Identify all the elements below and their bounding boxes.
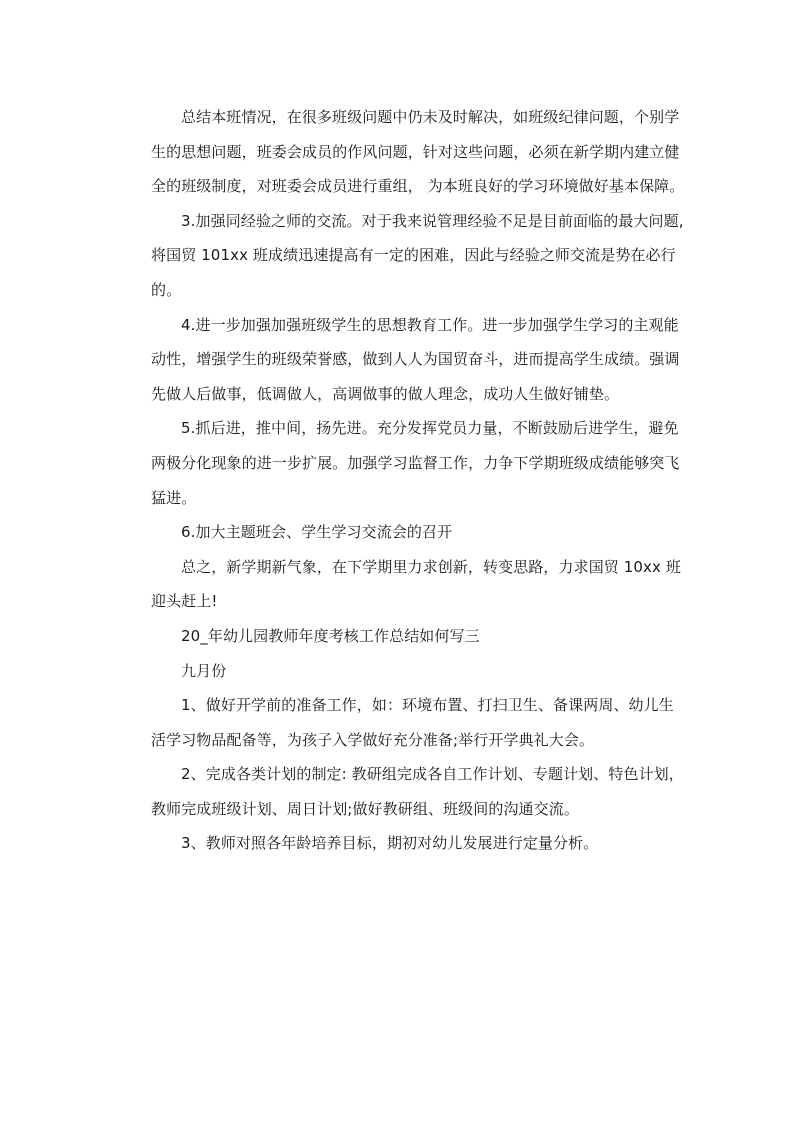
text-line: 1、做好开学前的准备工作，如：环境布置、打扫卫生、备课两周、幼儿生: [181, 696, 674, 715]
month-heading: [121, 654, 686, 689]
text-line: 3.加强同经验之师的交流。对于我来说管理经验不足是目前面临的最大问题,: [181, 211, 684, 230]
text-line: 迎头赶上!: [151, 592, 218, 611]
text-line: 动性，增强学生的班级荣誉感，做到人人为国贸奋斗，进而提高学生成绩。强调: [151, 350, 680, 369]
paragraph-task-2: [121, 757, 686, 826]
section-heading: [121, 619, 686, 654]
text-line: 猛进。: [151, 488, 197, 507]
text-line: 生的思想问题，班委会成员的作风问题，针对这些问题，必须在新学期内建立健: [151, 142, 680, 161]
text-line: 九月份: [181, 661, 227, 680]
text-line: 教师完成班级计划、周日计划;做好教研组、班级间的沟通交流。: [151, 799, 579, 818]
paragraph-item-5: [121, 411, 686, 515]
text-line: 的。: [151, 280, 182, 299]
text-line: 2、完成各类计划的制定: 教研组完成各自工作计划、专题计划、特色计划，: [181, 765, 684, 784]
text-line: 3、教师对照各年龄培养目标，期初对幼儿发展进行定量分析。: [181, 834, 599, 853]
text-line: 总结本班情况，在很多班级问题中仍未及时解决，如班级纪律问题，个别学: [181, 108, 680, 126]
text-line: 先做人后做事，低调做人，高调做事的做人理念，成功人生做好铺垫。: [151, 384, 620, 403]
paragraph-item-6: [121, 515, 686, 550]
text-line: 20_年幼儿园教师年度考核工作总结如何写三: [181, 626, 480, 645]
text-line: 全的班级制度，对班委会成员进行重组， 为本班良好的学习环境做好基本保障。: [151, 177, 685, 196]
paragraph-item-3: [121, 204, 686, 308]
text-line: 两极分化现象的进一步扩展。加强学习监督工作，力争下学期班级成绩能够突飞: [151, 453, 680, 472]
paragraph-conclusion: [121, 550, 686, 619]
text-line: 4.进一步加强加强班级学生的思想教育工作。进一步加强学生学习的主观能: [181, 315, 679, 334]
paragraph-task-3: [121, 826, 686, 861]
text-line: 活学习物品配备等，为孩子入学做好充分准备;举行开学典礼大会。: [151, 730, 595, 749]
text-line: 5.抓后进，推中间，扬先进。充分发挥党员力量，不断鼓励后进学生，避免: [181, 419, 679, 438]
text-line: 总之，新学期新气象，在下学期里力求创新，转变思路，力求国贸 10xx 班: [181, 557, 681, 576]
paragraph-item-4: [121, 308, 686, 412]
document-body: [121, 100, 686, 861]
paragraph-task-1: [121, 688, 686, 757]
text-line: 6.加大主题班会、学生学习交流会的召开: [181, 523, 453, 542]
paragraph-class-summary: [121, 100, 686, 204]
text-line: 将国贸 101xx 班成绩迅速提高有一定的困难，因此与经验之师交流是势在必行: [151, 246, 676, 265]
